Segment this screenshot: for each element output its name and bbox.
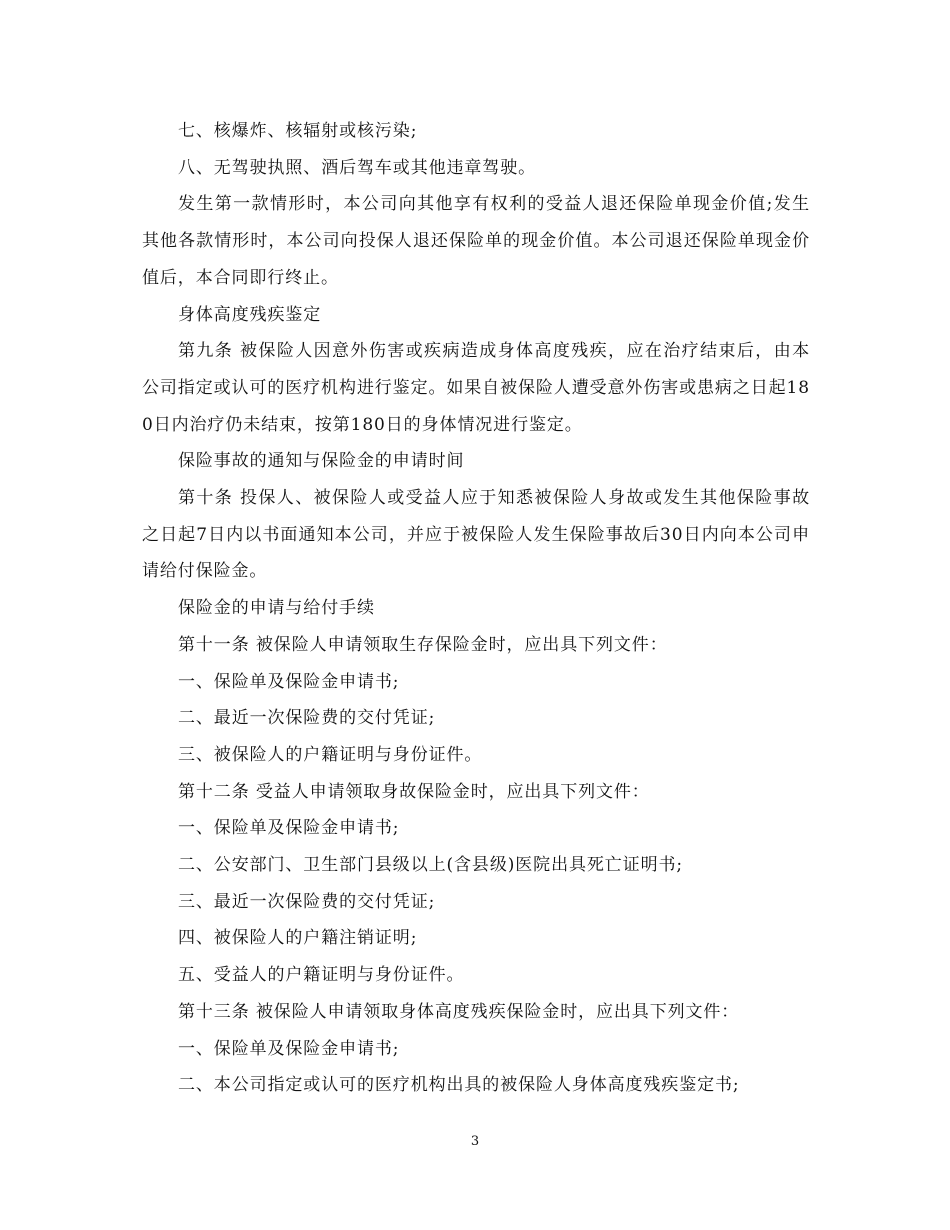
paragraph: 八、无驾驶执照、酒后驾车或其他违章驾驶。 [178, 157, 536, 178]
paragraph: 第十三条 被保险人申请领取身体高度残疾保险金时，应出具下列文件： [178, 1001, 740, 1022]
paragraph: 第九条 被保险人因意外伤害或疾病造成身体高度残疾，应在治疗结束后，由本公司指定或认可的医疗机构进行鉴定。如果自被保险人遭受意外伤害或患病之日起180日内治疗仍未结束，按第180日的身体情况进行鉴定。 [142, 341, 810, 435]
list-item: 二、最近一次保险费的交付凭证; [178, 708, 436, 729]
document-body [142, 113, 810, 1104]
section-heading: 身体高度残疾鉴定 [178, 304, 322, 325]
list-item: 四、被保险人的户籍注销证明; [178, 928, 418, 949]
paragraph: 第十一条 被保险人申请领取生存保险金时，应出具下列文件： [178, 634, 668, 655]
paragraph: 发生第一款情形时，本公司向其他享有权利的受益人退还保险单现金价值;发生其他各款情形时，本公司向投保人退还保险单的现金价值。本公司退还保险单现金价值后，本合同即行终止。 [142, 194, 810, 288]
list-item: 一、保险单及保险金申请书; [178, 818, 400, 839]
list-item: 三、被保险人的户籍证明与身份证件。 [178, 744, 483, 765]
section-heading: 保险金的申请与给付手续 [178, 598, 375, 619]
list-item: 二、公安部门、卫生部门县级以上(含县级)医院出具死亡证明书; [178, 855, 683, 876]
paragraph: 第十二条 受益人申请领取身故保险金时，应出具下列文件： [178, 781, 650, 802]
list-item: 一、保险单及保险金申请书; [178, 671, 400, 692]
paragraph: 七、核爆炸、核辐射或核污染; [178, 121, 418, 141]
section-heading: 保险事故的通知与保险金的申请时间 [178, 451, 465, 472]
list-item: 二、本公司指定或认可的医疗机构出具的被保险人身体高度残疾鉴定书; [178, 1075, 740, 1096]
list-item: 一、保险单及保险金申请书; [178, 1038, 400, 1059]
list-item: 五、受益人的户籍证明与身份证件。 [178, 965, 465, 986]
page-number: 3 [470, 1134, 480, 1149]
paragraph: 第十条 投保人、被保险人或受益人应于知悉被保险人身故或发生其他保险事故之日起7日内以书面通知本公司，并应于被保险人发生保险事故后30日内向本公司申请给付保险金。 [142, 488, 810, 582]
list-item: 三、最近一次保险费的交付凭证; [178, 891, 436, 912]
